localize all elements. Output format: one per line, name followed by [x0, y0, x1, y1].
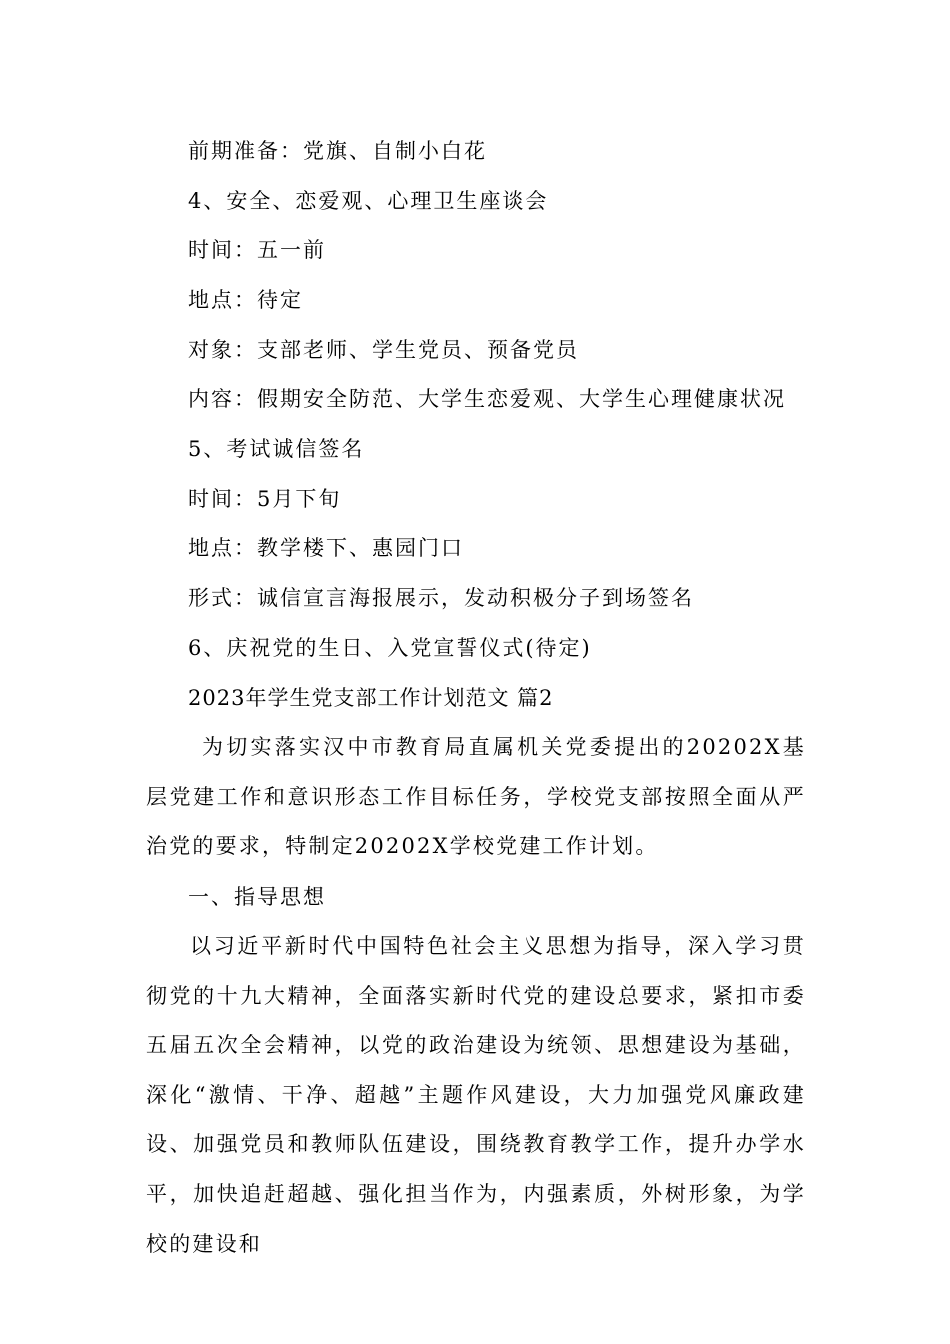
item-4-heading: 4、安全、恋爱观、心理卫生座谈会 [188, 189, 549, 213]
article-title: 2023年学生党支部工作计划范文 篇2 [188, 686, 554, 710]
guiding-paragraph: 以习近平新时代中国特色社会主义思想为指导，深入学习贯彻党的十九大精神，全面落实新时代党的建设总要求，紧扣市委五届五次全会精神，以党的政治建设为统领、思想建设为基础，深化“激情、干净、超越”主题作风建设，大力加强党风廉政建设、加强党员和教师队伍建设，围绕教育教学工作，提升办学水平，加快追赶超越、强化担当作为，内强素质，外树形象，为学校的建设和 [146, 934, 806, 1256]
time-line: 时间：五一前 [188, 238, 326, 262]
prep-line: 前期准备：党旗、自制小白花 [188, 139, 487, 163]
item-6-heading: 6、庆祝党的生日、入党宣誓仪式(待定) [188, 636, 592, 660]
intro-paragraph: 为切实落实汉中市教育局直属机关党委提出的20202X基层党建工作和意识形态工作目标任务，学校党支部按照全面从严治党的要求，特制定20202X学校党建工作计划。 [146, 735, 806, 859]
format-line: 形式：诚信宣言海报展示，发动积极分子到场签名 [188, 586, 694, 610]
audience-line: 对象：支部老师、学生党员、预备党员 [188, 338, 579, 362]
item-5-heading: 5、考试诚信签名 [188, 437, 365, 461]
location-line: 地点：待定 [188, 288, 303, 312]
content-line: 内容：假期安全防范、大学生恋爱观、大学生心理健康状况 [188, 387, 786, 411]
location-line: 地点：教学楼下、惠园门口 [188, 536, 464, 560]
section-heading: 一、指导思想 [188, 885, 326, 909]
time-line: 时间：5月下旬 [188, 487, 342, 511]
